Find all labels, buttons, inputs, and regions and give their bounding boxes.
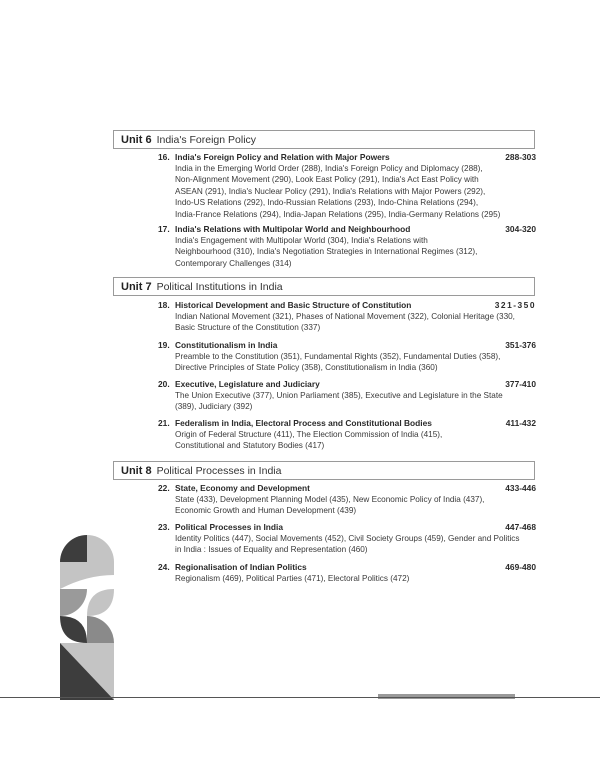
decorative-shapes	[60, 535, 115, 700]
unit-label: Unit 8	[121, 464, 152, 477]
chapter-topics	[175, 390, 537, 413]
chapter-number: 21.	[158, 418, 170, 428]
chapter-topics	[175, 533, 537, 556]
topic-line: Neighbourhood (310), India's Negotiation Strategies in International Regimes (312),	[175, 247, 478, 257]
unit-label: Unit 6	[121, 133, 152, 146]
chapter-19	[158, 339, 536, 374]
topic-line: Constitutional and Statutory Bodies (417)	[175, 441, 325, 451]
chapter-title: India's Relations with Multipolar World and Neighbourhood	[175, 224, 411, 234]
chapter-number: 24.	[158, 562, 170, 572]
unit-6-header	[113, 130, 535, 149]
topic-line: Origin of Federal Structure (411), The Election Commission of India (415),	[175, 430, 443, 439]
chapter-title: Regionalisation of Indian Politics	[175, 562, 307, 572]
chapter-title: Historical Development and Basic Structure of Constitution	[175, 300, 412, 310]
chapter-number: 20.	[158, 379, 170, 389]
quarter-circle-mid	[87, 616, 114, 643]
chapter-topics	[175, 429, 537, 452]
topic-line: Identity Politics (447), Social Movements (452), Civil Society Groups (459), Gender and Politics	[175, 534, 520, 543]
topic-line: India in the Emerging World Order (288), India's Foreign Policy and Diplomacy (288),	[175, 164, 483, 173]
chapter-23	[158, 521, 536, 556]
leaf-shape-dark	[60, 616, 87, 643]
chapter-number: 23.	[158, 522, 170, 532]
chapter-number: 19.	[158, 340, 170, 350]
chapter-topics	[175, 235, 537, 269]
chapter-21	[158, 417, 536, 452]
chapter-pages: 447-468	[505, 522, 536, 532]
chapter-pages: 288-303	[505, 152, 536, 162]
chapter-title: Federalism in India, Electoral Process and Constitutional Bodies	[175, 418, 432, 428]
chapter-title: India's Foreign Policy and Relation with Major Powers	[175, 152, 390, 162]
unit-title: Political Processes in India	[156, 464, 282, 477]
chapter-topics	[175, 311, 537, 334]
chapter-17	[158, 223, 536, 269]
chapter-topics	[175, 351, 537, 374]
topic-line: in India : Issues of Equality and Representation (460)	[175, 545, 368, 555]
topic-line: Economic Growth and Human Development (439)	[175, 506, 357, 516]
chapter-topics	[175, 163, 537, 220]
chapter-16	[158, 151, 536, 220]
topic-line: India's Engagement with Multipolar World (304), India's Relations with	[175, 236, 428, 245]
chapter-pages: 351-376	[505, 340, 536, 350]
topic-line: Directive Principles of State Policy (358), Constitutionalism in India (360)	[175, 363, 438, 373]
topic-line: Contemporary Challenges (314)	[175, 258, 292, 268]
topic-line: Indian National Movement (321), Phases of National Movement (322), Colonial Heritage (330,	[175, 312, 515, 321]
topic-line: India-France Relations (294), India-Japan Relations (295), India-Germany Relations (295)	[175, 209, 501, 219]
quarter-circle-dark	[60, 535, 87, 562]
leaf-shape-light	[87, 589, 114, 616]
quarter-circle-light	[87, 535, 114, 562]
footer-rule	[0, 697, 600, 698]
curved-band-light	[60, 562, 114, 589]
topic-line: ASEAN (291), India's Nuclear Policy (291), India's Relations with Major Powers (292),	[175, 186, 486, 196]
chapter-20	[158, 378, 536, 413]
chapter-title: Political Processes in India	[175, 522, 283, 532]
chapter-title: Constitutionalism in India	[175, 340, 278, 350]
chapter-pages: 411-432	[505, 418, 536, 428]
chapter-title: State, Economy and Development	[175, 483, 310, 493]
chapter-topics	[175, 573, 537, 584]
unit-8-header	[113, 461, 535, 480]
topic-line: The Union Executive (377), Union Parliament (385), Executive and Legislature in the State	[175, 391, 503, 400]
topic-line: Regionalism (469), Political Parties (471), Electoral Politics (472)	[175, 574, 410, 583]
leaf-shape-mid	[60, 589, 87, 616]
topic-line: Indo-US Relations (292), Indo-Russian Relations (293), Indo-China Relations (294),	[175, 198, 479, 208]
topic-line: Non-Alignment Movement (290), Look East Policy (291), India's Act East Policy with	[175, 175, 479, 185]
topic-line: Basic Structure of the Constitution (337)	[175, 323, 321, 333]
chapter-18	[158, 299, 536, 334]
chapter-pages: 433-446	[505, 483, 536, 493]
chapter-pages: 304-320	[505, 224, 536, 234]
chapter-topics	[175, 494, 537, 517]
unit-title: Political Institutions in India	[156, 280, 283, 293]
chapter-title: Executive, Legislature and Judiciary	[175, 379, 320, 389]
chapter-pages: 469-480	[505, 562, 536, 572]
chapter-number: 22.	[158, 483, 170, 493]
topic-line: Preamble to the Constitution (351), Fundamental Rights (352), Fundamental Duties (358),	[175, 352, 501, 361]
chapter-number: 18.	[158, 300, 170, 310]
unit-7-header	[113, 277, 535, 296]
topic-line: (389), Judiciary (392)	[175, 402, 253, 412]
chapter-22	[158, 482, 536, 517]
chapter-pages: 321-350	[494, 300, 536, 310]
topic-line: State (433), Development Planning Model (435), New Economic Policy of India (437),	[175, 495, 485, 504]
unit-label: Unit 7	[121, 280, 152, 293]
chapter-24	[158, 561, 536, 584]
chapter-pages: 377-410	[505, 379, 536, 389]
unit-title: India's Foreign Policy	[156, 133, 257, 146]
chapter-number: 17.	[158, 224, 170, 234]
chapter-number: 16.	[158, 152, 170, 162]
